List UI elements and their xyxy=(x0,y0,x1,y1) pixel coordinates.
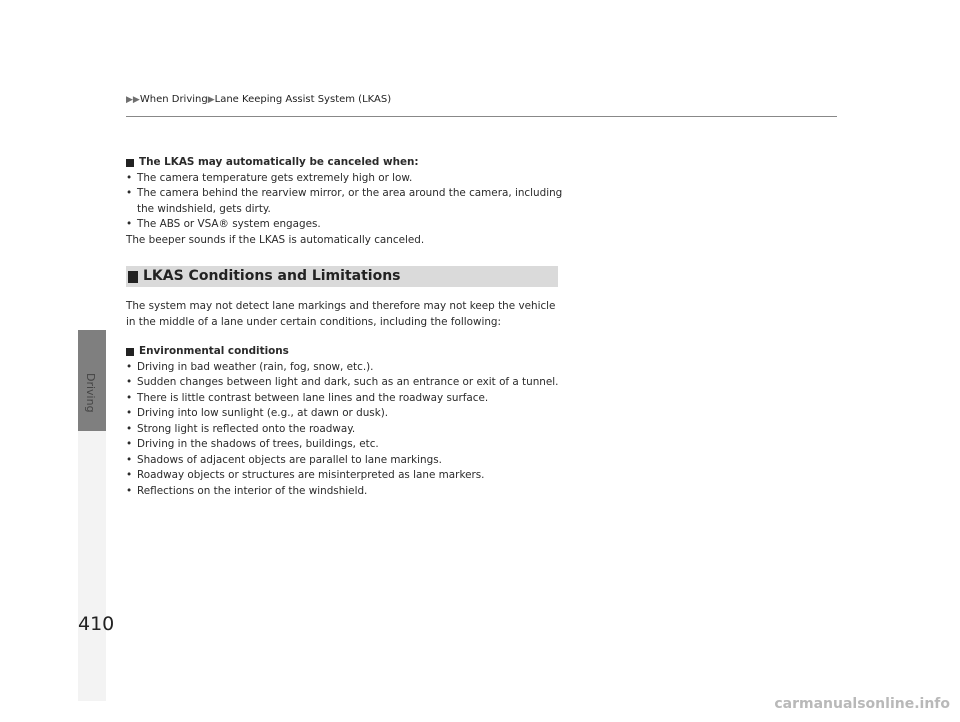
main-content xyxy=(126,155,566,499)
list-item: • The camera temperature gets extremely high or low. xyxy=(126,171,413,184)
cancel-note: The beeper sounds if the LKAS is automatically canceled. xyxy=(126,233,425,246)
breadcrumb-arrow-icon: ▶▶ xyxy=(126,95,140,105)
conditions-intro: The system may not detect lane markings and therefore may not keep the vehicle in the middle of a lane under certain conditions, including the following: xyxy=(126,300,556,328)
breadcrumb-level-1[interactable]: When Driving xyxy=(139,94,208,105)
list-item: • Reflections on the interior of the windshield. xyxy=(126,484,368,497)
chapter-label[interactable]: Driving xyxy=(84,373,97,413)
breadcrumb xyxy=(126,94,391,105)
header-rule xyxy=(126,116,837,117)
list-item: • Sudden changes between light and dark, such as an entrance or exit of a tunnel. xyxy=(126,376,559,388)
section-heading: LKAS Conditions and Limitations xyxy=(126,266,558,287)
square-bullet-icon xyxy=(126,159,134,167)
breadcrumb-separator-icon: ▶ xyxy=(207,95,215,105)
list-item: • Driving in the shadows of trees, buildings, etc. xyxy=(126,438,379,450)
list-item: • Driving in bad weather (rain, fog, snow, etc.). xyxy=(126,360,374,373)
breadcrumb-level-2[interactable]: Lane Keeping Assist System (LKAS) xyxy=(214,94,392,105)
watermark: carmanualsonline.info xyxy=(774,696,950,712)
chapter-strip xyxy=(78,431,106,701)
square-bullet-icon xyxy=(126,348,134,356)
environmental-subhead: Environmental conditions xyxy=(126,344,566,360)
list-item: • The camera behind the rearview mirror, or the area around the camera, including the windshield, gets dirty. xyxy=(126,187,563,215)
page-number: 410 xyxy=(78,613,115,635)
list-item: • Roadway objects or structures are misinterpreted as lane markers. xyxy=(126,469,485,481)
cancel-subhead: The LKAS may automatically be canceled when: xyxy=(126,155,566,171)
square-bullet-icon xyxy=(128,271,138,283)
list-item: • The ABS or VSA® system engages. xyxy=(126,218,321,230)
list-item: • There is little contrast between lane lines and the roadway surface. xyxy=(126,391,489,404)
list-item: • Driving into low sunlight (e.g., at dawn or dusk). xyxy=(126,407,389,419)
list-item: • Strong light is reflected onto the roadway. xyxy=(126,422,356,435)
list-item: • Shadows of adjacent objects are parallel to lane markings. xyxy=(126,453,442,466)
